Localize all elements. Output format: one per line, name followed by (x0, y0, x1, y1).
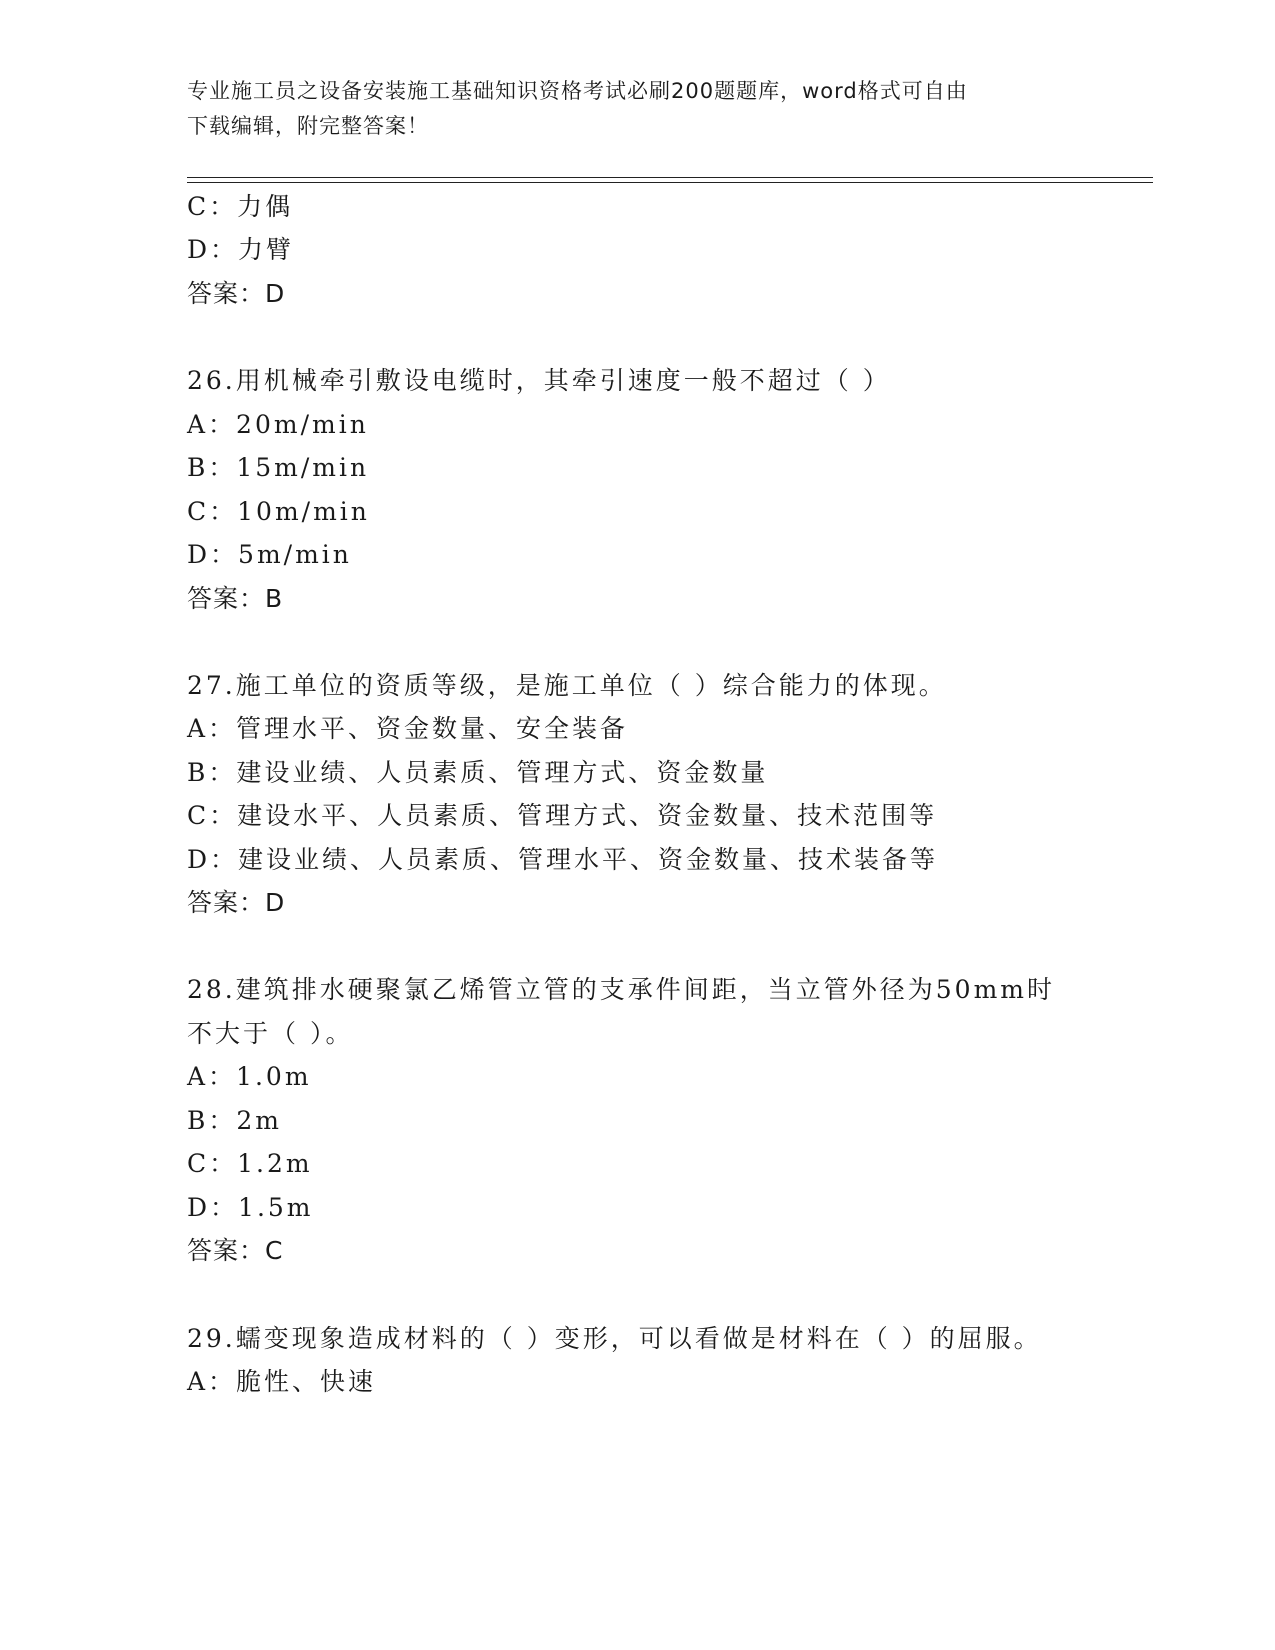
q28-option-b: B：2m (187, 1106, 282, 1135)
q26-option-a: A：20m/min (187, 410, 369, 439)
q25-option-d: D：力臂 (187, 235, 295, 264)
q28-question-line-1: 28.建筑排水硬聚氯乙烯管立管的支承件间距，当立管外径为50mm时 (187, 975, 1055, 1004)
q27-option-a: A：管理水平、资金数量、安全装备 (187, 714, 629, 743)
q29-question: 29.蠕变现象造成材料的（ ）变形，可以看做是材料在（ ）的屈服。 (187, 1324, 1042, 1353)
header-divider-top (187, 177, 1153, 178)
q26-question: 26.用机械牵引敷设电缆时，其牵引速度一般不超过（ ） (187, 366, 891, 395)
document-header (187, 74, 1077, 144)
q28-option-a: A：1.0m (187, 1062, 312, 1091)
q27-answer: 答案：D (187, 888, 286, 917)
header-divider-bottom (187, 182, 1153, 183)
q26-option-c: C：10m/min (187, 497, 370, 526)
q28-answer: 答案：C (187, 1236, 284, 1265)
q26-answer: 答案：B (187, 584, 284, 613)
q28-option-c: C：1.2m (187, 1149, 313, 1178)
q29-option-a: A：脆性、快速 (187, 1367, 377, 1396)
q27-option-b: B：建设业绩、人员素质、管理方式、资金数量 (187, 758, 769, 787)
q26-option-b: B：15m/min (187, 453, 370, 482)
header-title-line-1: 专业施工员之设备安装施工基础知识资格考试必刷200题题库，word格式可自由 (187, 79, 968, 103)
q25-answer: 答案：D (187, 279, 286, 308)
q28-option-d: D：1.5m (187, 1193, 314, 1222)
header-title-line-2: 下载编辑，附完整答案！ (187, 114, 429, 138)
q25-option-c: C：力偶 (187, 192, 294, 221)
q28-question-line-2: 不大于（ ）。 (187, 1019, 354, 1048)
q27-option-d: D：建设业绩、人员素质、管理水平、资金数量、技术装备等 (187, 845, 939, 874)
q26-option-d: D：5m/min (187, 540, 352, 569)
q27-question: 27.施工单位的资质等级，是施工单位（ ）综合能力的体现。 (187, 671, 947, 700)
q27-option-c: C：建设水平、人员素质、管理方式、资金数量、技术范围等 (187, 801, 938, 830)
